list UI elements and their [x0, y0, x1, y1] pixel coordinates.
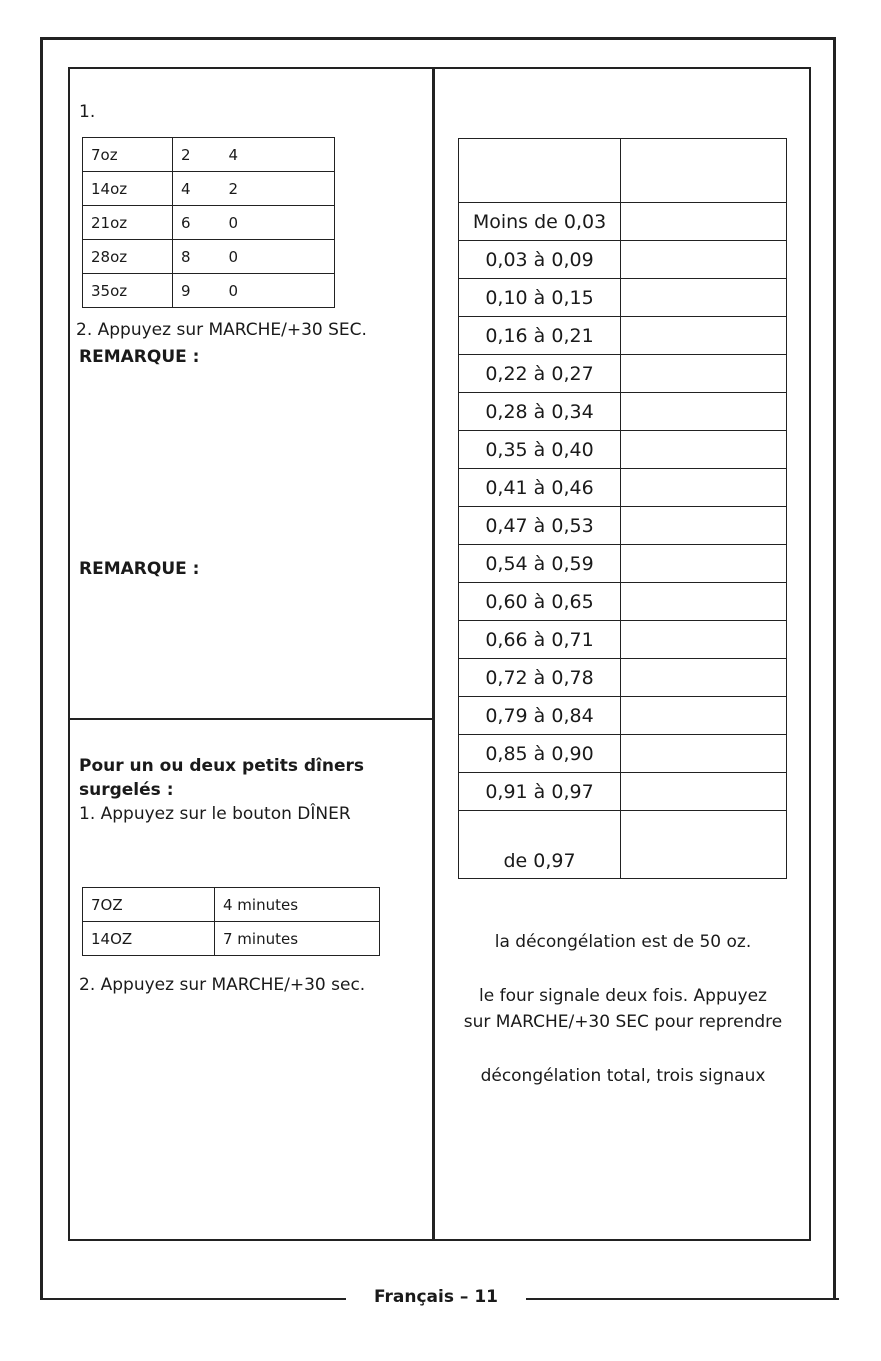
footer-rule-right	[526, 1298, 839, 1300]
time-cell	[173, 274, 335, 308]
table-row	[459, 735, 787, 773]
table-row	[83, 138, 335, 172]
table-row	[83, 240, 335, 274]
time-cell	[173, 138, 335, 172]
weight-time-table	[82, 137, 335, 308]
range-cell: Moins de 0,03	[459, 203, 621, 241]
table-row	[83, 206, 335, 240]
value-cell	[621, 241, 787, 279]
minutes-value: 6	[181, 213, 191, 232]
range-cell: 0,60 à 0,65	[459, 583, 621, 621]
value-cell	[621, 203, 787, 241]
table-row	[459, 241, 787, 279]
table-row	[459, 431, 787, 469]
table-row	[459, 811, 787, 879]
table-row	[83, 888, 380, 922]
range-cell: 0,16 à 0,21	[459, 317, 621, 355]
seconds-value: 0	[228, 247, 239, 266]
step2-text: 2. Appuyez sur MARCHE/+30 SEC.	[76, 320, 367, 340]
step1-number: 1.	[79, 102, 96, 122]
seconds-value: 4	[228, 145, 239, 164]
dinner-weight-cell: 7OZ	[83, 888, 215, 922]
weight-cell: 21oz	[83, 206, 173, 240]
remark-label-2: REMARQUE :	[79, 559, 200, 579]
value-cell	[621, 773, 787, 811]
table-row	[83, 172, 335, 206]
value-cell	[621, 735, 787, 773]
value-cell	[621, 469, 787, 507]
value-cell	[621, 659, 787, 697]
range-cell: 0,03 à 0,09	[459, 241, 621, 279]
range-cell-last: de 0,97	[459, 811, 621, 879]
defrost-table	[458, 138, 787, 879]
note-line-4: décongélation total, trois signaux	[480, 1066, 766, 1086]
table-row	[459, 507, 787, 545]
section-divider	[68, 718, 434, 720]
table-row	[83, 922, 380, 956]
seconds-value: 2	[228, 179, 239, 198]
time-cell	[173, 172, 335, 206]
seconds-value: 0	[228, 281, 239, 300]
dinner-time-cell: 4 minutes	[215, 888, 380, 922]
weight-cell: 35oz	[83, 274, 173, 308]
range-cell: 0,35 à 0,40	[459, 431, 621, 469]
table-row	[459, 773, 787, 811]
note-line-2: le four signale deux fois. Appuyez	[479, 986, 767, 1006]
dinner-heading-line1: Pour un ou deux petits dîners	[79, 756, 364, 776]
minutes-value: 2	[181, 145, 191, 164]
range-cell: 0,79 à 0,84	[459, 697, 621, 735]
time-cell	[173, 206, 335, 240]
range-cell: 0,10 à 0,15	[459, 279, 621, 317]
time-cell	[173, 240, 335, 274]
value-cell	[621, 355, 787, 393]
table-row	[83, 274, 335, 308]
value-cell	[621, 393, 787, 431]
defrost-header-right	[621, 139, 787, 203]
dinner-time-table	[82, 887, 380, 956]
value-cell	[621, 811, 787, 879]
defrost-header-left	[459, 139, 621, 203]
range-cell: 0,41 à 0,46	[459, 469, 621, 507]
note-line-3: sur MARCHE/+30 SEC pour reprendre	[463, 1012, 783, 1032]
range-cell: 0,66 à 0,71	[459, 621, 621, 659]
dinner-step2: 2. Appuyez sur MARCHE/+30 sec.	[79, 975, 366, 995]
range-cell: 0,28 à 0,34	[459, 393, 621, 431]
footer-rule-left	[40, 1298, 346, 1300]
dinner-heading-line2: surgelés :	[79, 780, 174, 800]
table-row	[459, 621, 787, 659]
dinner-step1: 1. Appuyez sur le bouton DÎNER	[79, 804, 351, 824]
weight-cell: 14oz	[83, 172, 173, 206]
range-cell: 0,22 à 0,27	[459, 355, 621, 393]
weight-cell: 28oz	[83, 240, 173, 274]
table-row	[459, 659, 787, 697]
value-cell	[621, 697, 787, 735]
value-cell	[621, 431, 787, 469]
value-cell	[621, 507, 787, 545]
table-row	[459, 697, 787, 735]
table-row	[459, 279, 787, 317]
weight-cell: 7oz	[83, 138, 173, 172]
dinner-weight-cell: 14OZ	[83, 922, 215, 956]
value-cell	[621, 279, 787, 317]
value-cell	[621, 621, 787, 659]
table-row	[459, 355, 787, 393]
table-row	[459, 469, 787, 507]
value-cell	[621, 317, 787, 355]
dinner-time-cell: 7 minutes	[215, 922, 380, 956]
remark-label-1: REMARQUE :	[79, 347, 200, 367]
range-cell: 0,54 à 0,59	[459, 545, 621, 583]
value-cell	[621, 545, 787, 583]
minutes-value: 4	[181, 179, 191, 198]
table-row	[459, 393, 787, 431]
value-cell	[621, 583, 787, 621]
table-row	[459, 317, 787, 355]
table-row	[459, 583, 787, 621]
table-row	[459, 545, 787, 583]
seconds-value: 0	[228, 213, 239, 232]
range-cell: 0,72 à 0,78	[459, 659, 621, 697]
range-cell: 0,47 à 0,53	[459, 507, 621, 545]
page-footer: Français – 11	[346, 1287, 526, 1307]
minutes-value: 8	[181, 247, 191, 266]
table-row	[459, 203, 787, 241]
range-cell: 0,85 à 0,90	[459, 735, 621, 773]
note-line-1: la décongélation est de 50 oz.	[494, 932, 752, 952]
minutes-value: 9	[181, 281, 191, 300]
range-cell: 0,91 à 0,97	[459, 773, 621, 811]
